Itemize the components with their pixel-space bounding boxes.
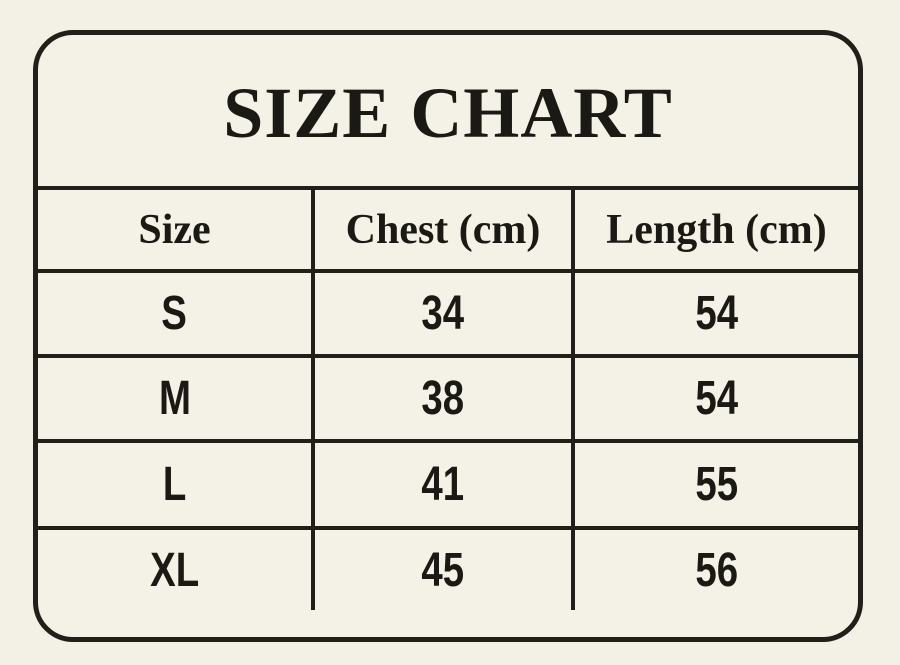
size-cell: XL xyxy=(38,530,315,610)
length-cell: 54 xyxy=(695,287,738,340)
length-cell: 56 xyxy=(695,543,738,597)
column-header-size: Size xyxy=(38,190,315,269)
table-header-row xyxy=(38,190,858,273)
size-cell: M xyxy=(38,358,315,439)
table-row-m xyxy=(38,358,858,443)
length-cell: 55 xyxy=(695,458,738,511)
size-cell: S xyxy=(38,273,315,354)
table-row-l xyxy=(38,443,858,530)
chest-cell: 45 xyxy=(315,530,575,610)
title-block xyxy=(38,35,858,190)
size-chart-card xyxy=(33,30,863,642)
page-title: SIZE CHART xyxy=(223,73,673,153)
chest-cell: 41 xyxy=(315,443,575,526)
column-header-chest: Chest (cm) xyxy=(315,190,575,269)
chest-cell: 38 xyxy=(315,358,575,439)
chest-cell: 34 xyxy=(315,273,575,354)
column-header-length: Length (cm) xyxy=(606,206,827,253)
size-cell: L xyxy=(38,443,315,526)
table-row-s xyxy=(38,273,858,358)
table-row-xl xyxy=(38,530,858,610)
length-cell: 54 xyxy=(695,372,738,425)
